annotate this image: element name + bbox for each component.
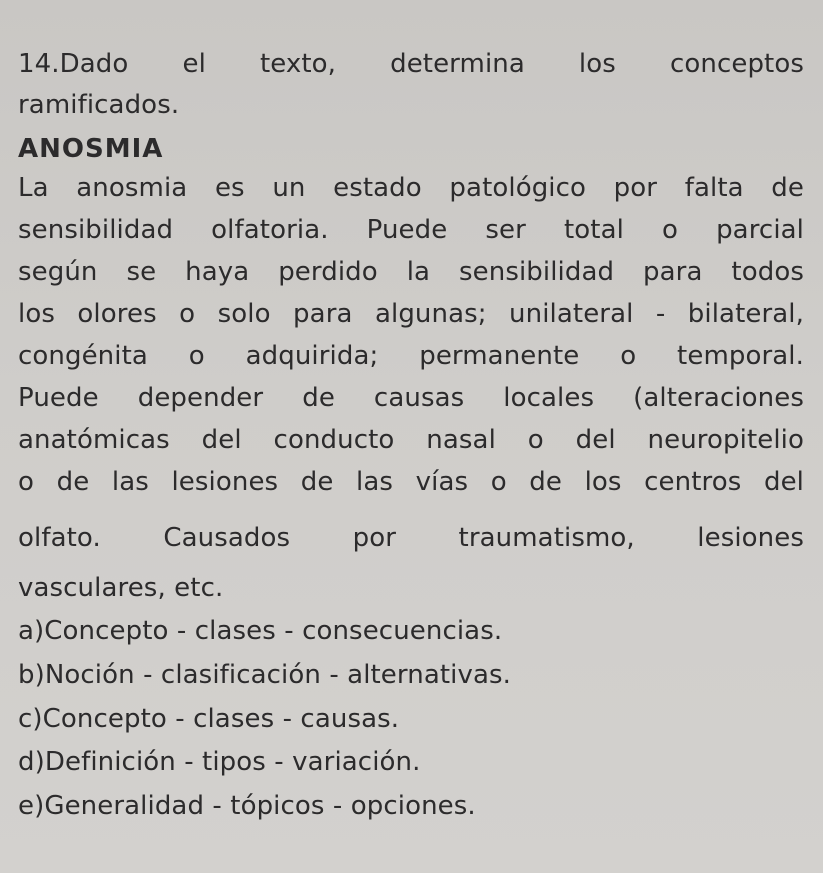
question-line-1: 14.Dado el texto, determina los conceptos	[18, 49, 804, 79]
paragraph-line: sensibilidad olfatoria. Puede ser total o parcial	[18, 215, 804, 245]
paragraph-line: Puede depender de causas locales (alteraciones	[18, 383, 804, 413]
paragraph-line: los olores o solo para algunas; unilateral - bilateral,	[18, 299, 804, 329]
option-a[interactable]: a)Concepto - clases - consecuencias.	[18, 616, 503, 646]
option-b[interactable]: b)Noción - clasificación - alternativas.	[18, 660, 511, 690]
paragraph-line: anatómicas del conducto nasal o del neuropitelio	[18, 425, 804, 455]
paragraph-line: olfato. Causados por traumatismo, lesiones	[18, 523, 804, 553]
paragraph-line: congénita o adquirida; permanente o temporal.	[18, 341, 804, 371]
paragraph-line: vasculares, etc.	[18, 573, 224, 603]
option-d[interactable]: d)Definición - tipos - variación.	[18, 747, 421, 777]
paragraph-line: o de las lesiones de las vías o de los centros del	[18, 467, 804, 497]
option-e[interactable]: e)Generalidad - tópicos - opciones.	[18, 791, 476, 821]
paragraph-line: según se haya perdido la sensibilidad para todos	[18, 257, 804, 287]
reading-heading: ANOSMIA	[18, 134, 164, 164]
question-line-2: ramificados.	[18, 90, 180, 120]
option-c[interactable]: c)Concepto - clases - causas.	[18, 704, 400, 734]
paragraph-line: La anosmia es un estado patológico por falta de	[18, 173, 804, 203]
